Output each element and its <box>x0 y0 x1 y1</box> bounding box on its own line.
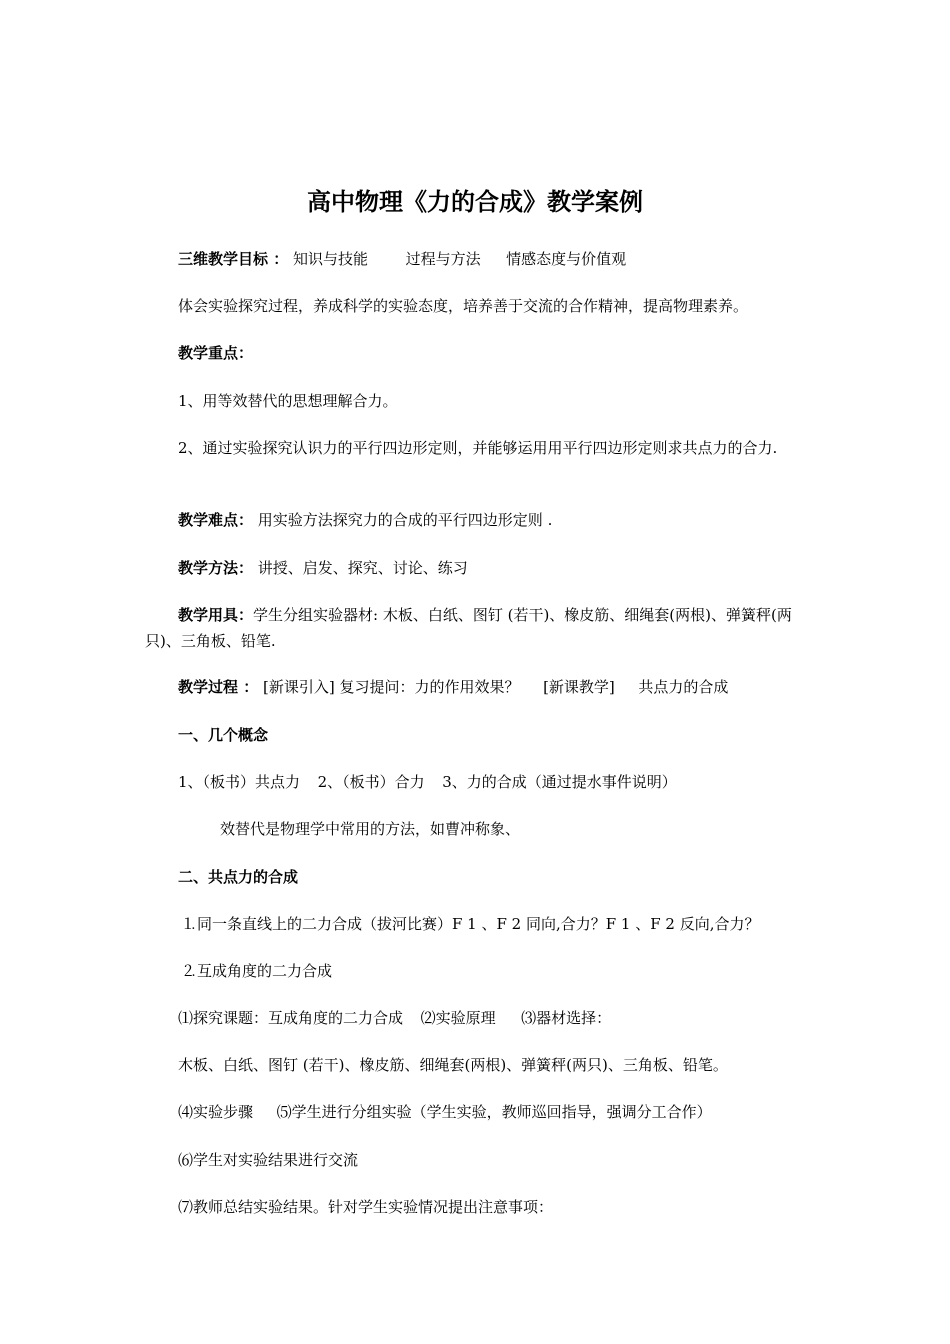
concepts-line <box>178 769 677 795</box>
step7-line: ⑺教师总结实验结果。针对学生实验情况提出注意事项： <box>178 1198 554 1216</box>
methods-text: 讲授、启发、探究、讨论、练习 <box>257 559 468 577</box>
step-item: ⑸学生进行分组实验（学生实验，教师巡回指导，强调分工合作） <box>276 1103 712 1121</box>
key-points-label: 教学重点： <box>178 344 254 362</box>
methods-label: 教学方法： <box>178 559 254 577</box>
key-point-1: 1、用等效替代的思想理解合力。 <box>178 392 398 410</box>
step-item: ⑴探究课题：互成角度的二力合成 <box>178 1009 404 1027</box>
tools-text: 学生分组实验器材: 木板、白纸、图钉 (若干)、橡皮筋、细绳套(两根)、弹簧秤(两只)、三角板、铅笔. <box>145 606 792 650</box>
section1-heading: 一、几个概念 <box>178 726 269 744</box>
process-topic: 共点力的合成 <box>638 678 729 696</box>
goal-item: 情感态度与价值观 <box>506 250 627 268</box>
methods-line <box>178 555 468 581</box>
tools-label: 教学用具： <box>178 606 254 624</box>
goal-item: 知识与技能 <box>293 250 369 268</box>
goals-line <box>178 246 626 272</box>
step-item: ⑷实验步骤 <box>178 1103 254 1121</box>
step-item: ⑶器材选择： <box>521 1009 612 1027</box>
step-item: ⑵实验原理 <box>420 1009 496 1027</box>
section2-item1: ⒈同一条直线上的二力合成（拔河比赛）F 1 、F 2 同向,合力？F 1 、F 2 反向,合力？ <box>182 915 760 933</box>
process-intro: [新课引入] 复习提问：力的作用效果？ <box>263 678 520 696</box>
concept-item: 2、（板书）合力 <box>317 773 425 791</box>
process-label: 教学过程 ： <box>178 678 259 696</box>
goals-label: 三维教学目标 ： <box>178 250 289 268</box>
goal-item: 过程与方法 <box>405 250 481 268</box>
step6-line: ⑹学生对实验结果进行交流 <box>178 1151 359 1169</box>
steps-line-b <box>178 1099 712 1125</box>
page-title: 高中物理《力的合成》教学案例 <box>307 188 643 216</box>
key-point-2: 2、通过实验探究认识力的平行四边形定则，并能够运用用平行四边形定则求共点力的合力. <box>178 439 778 457</box>
goals-text: 体会实验探究过程，养成科学的实验态度，培养善于交流的合作精神，提高物理素养。 <box>178 297 749 315</box>
section2-heading: 二、共点力的合成 <box>178 868 299 886</box>
difficulty-label: 教学难点： <box>178 511 254 529</box>
steps-line-a <box>178 1005 611 1031</box>
process-line <box>178 674 728 700</box>
difficulty-text: 用实验方法探究力的合成的平行四边形定则 . <box>257 511 553 529</box>
process-new-lesson: [新课教学] <box>543 678 615 696</box>
materials-line: 木板、白纸、图钉 (若干)、橡皮筋、细绳套(两根)、弹簧秤(两只)、三角板、铅笔。 <box>178 1056 728 1074</box>
concept-item: 1、（板书）共点力 <box>178 773 301 791</box>
difficulty-line <box>178 507 552 533</box>
section1-note: 效替代是物理学中常用的方法，如曹冲称象、 <box>220 820 521 838</box>
section2-item2: ⒉互成角度的二力合成 <box>182 962 333 980</box>
concept-item: 3、力的合成（通过提水事件说明） <box>442 773 677 791</box>
tools-paragraph <box>145 602 815 654</box>
